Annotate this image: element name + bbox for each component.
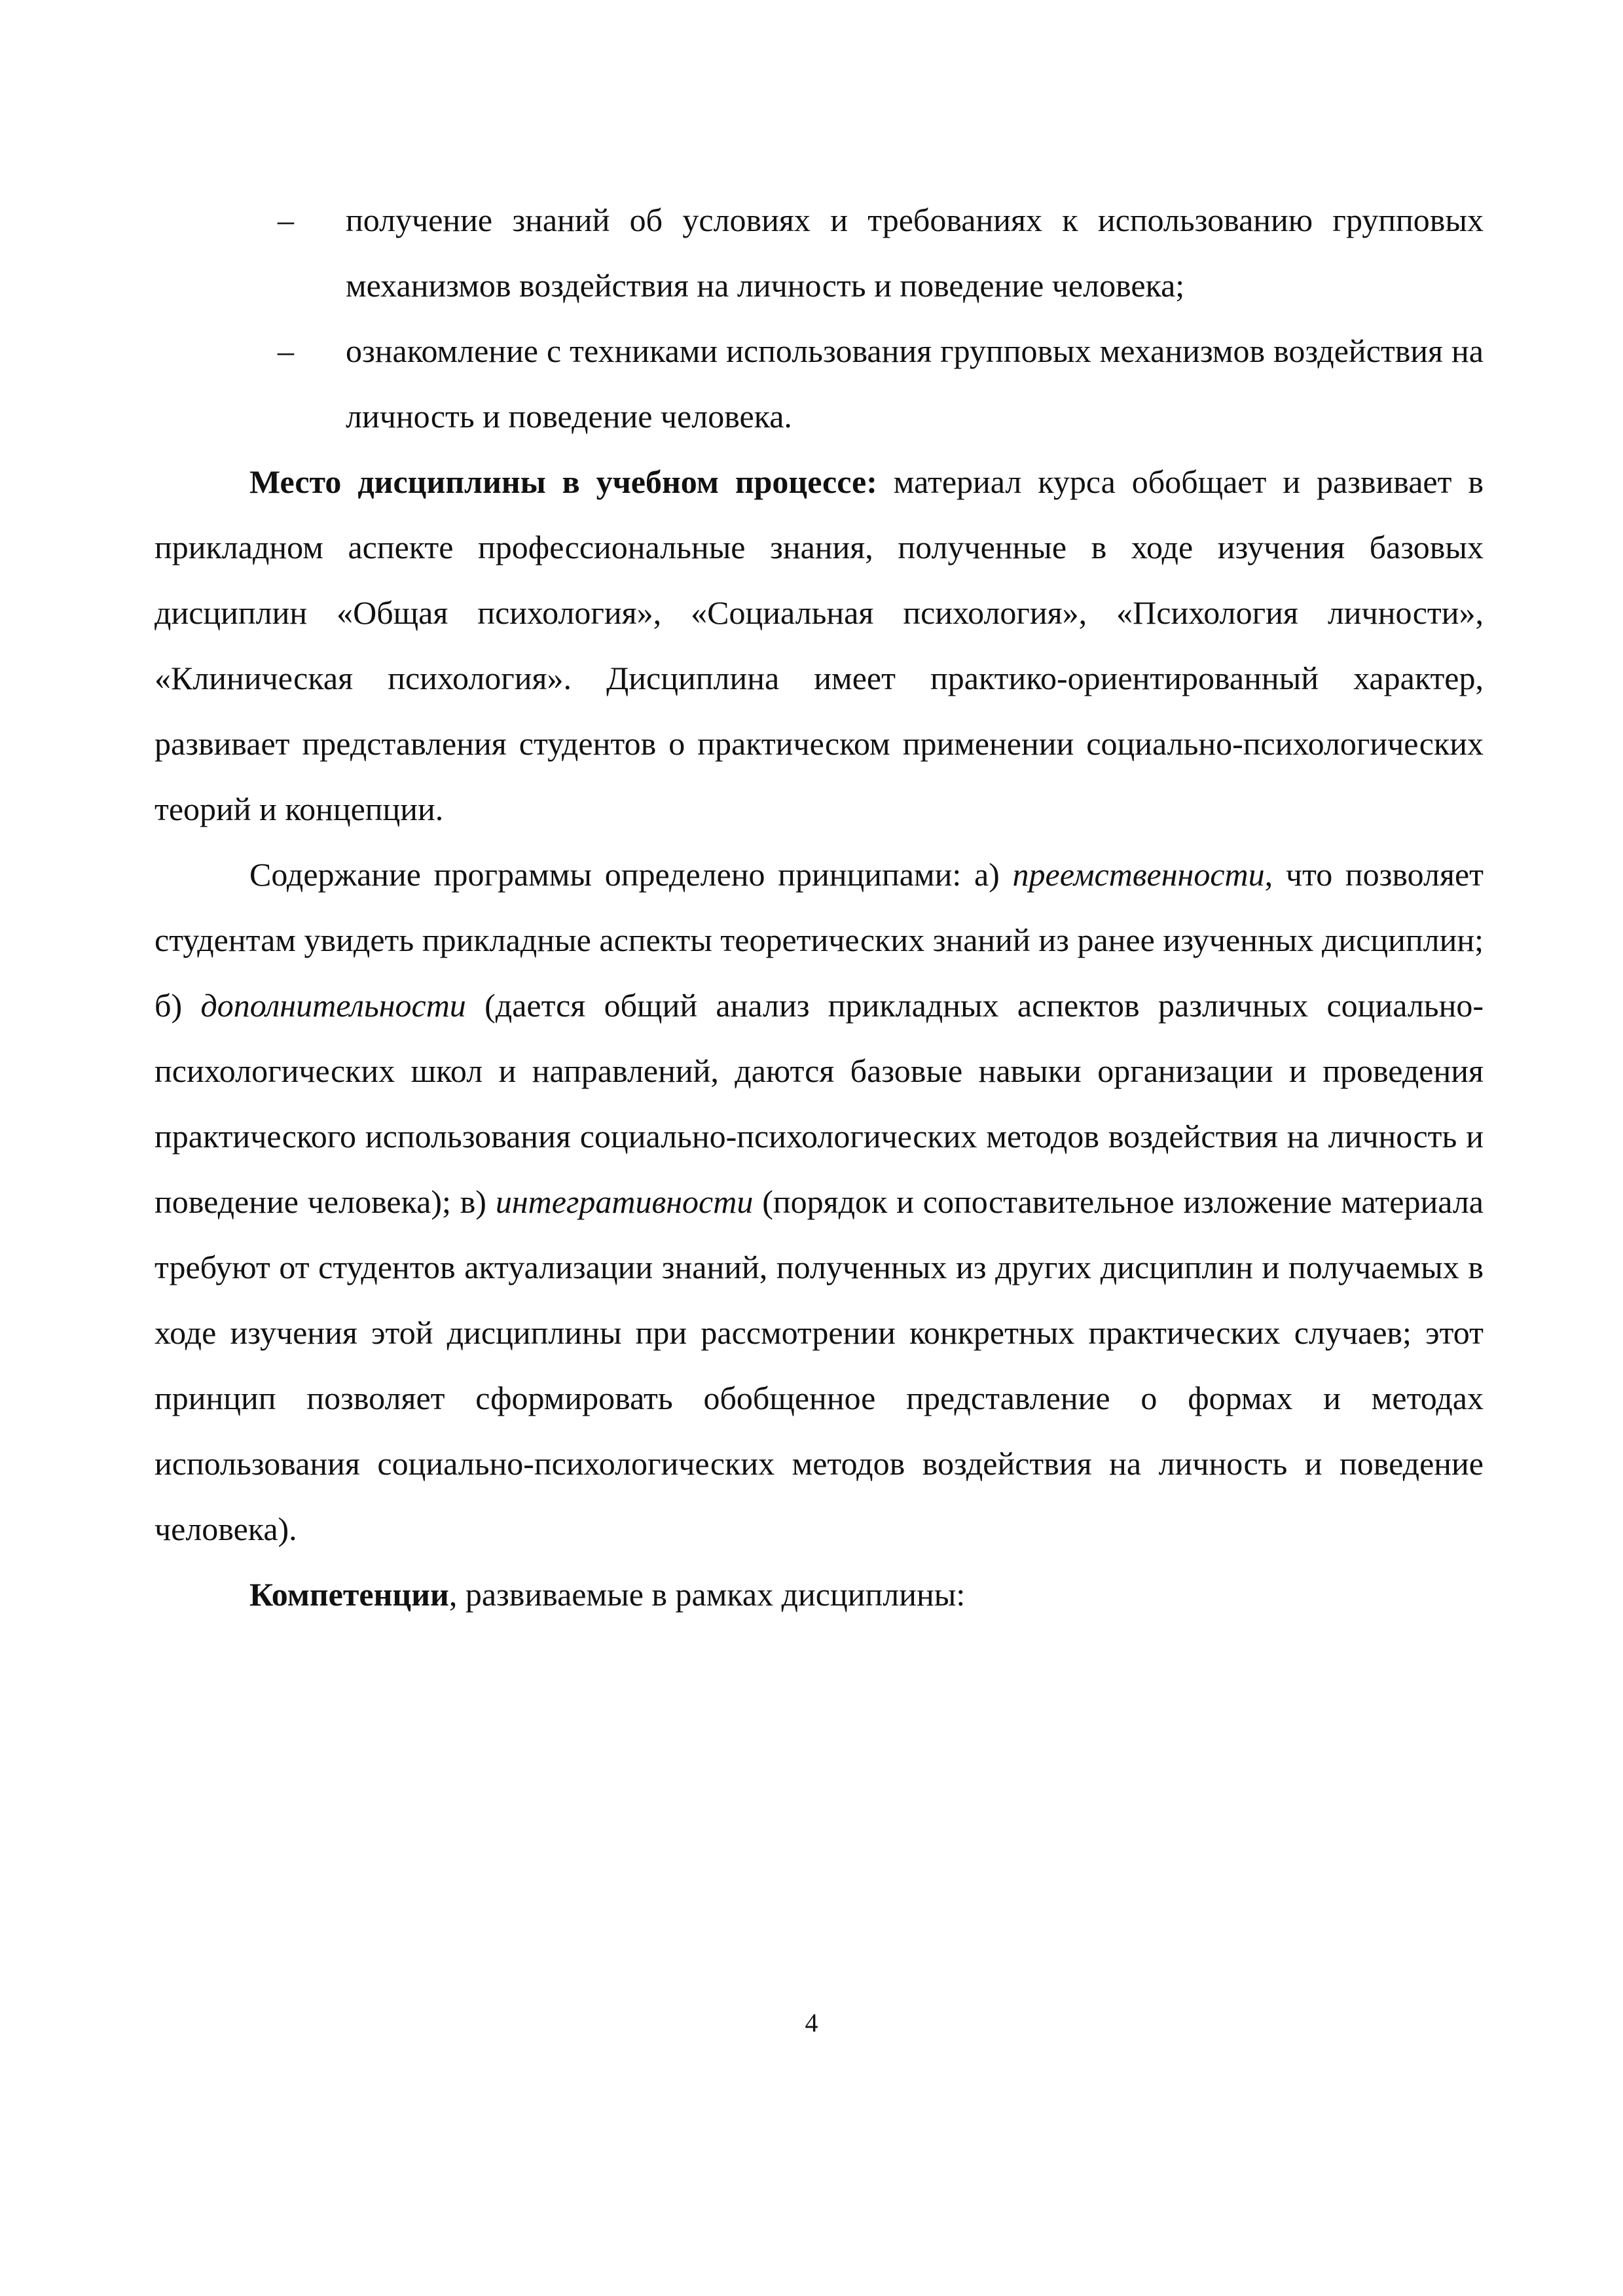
page-number: 4	[805, 2008, 818, 2037]
content-text-1: Содержание программы определено принципами: а)	[249, 856, 1013, 893]
dash-marker: –	[278, 202, 294, 238]
document-page	[155, 187, 1484, 1627]
content-paragraph	[155, 842, 1484, 1562]
list-item-text: получение знаний об условиях и требованиях к использованию групповых механизмов воздействия на личность и поведение человека;	[346, 202, 1484, 304]
competencies-heading: Компетенции	[249, 1576, 449, 1613]
place-text: материал курса обобщает и развивает в прикладном аспекте профессиональные знания, полученные в ходе изучения базовых дисциплин «Общая психология», «Социальная психология», «Психология личности», «Клиническая психология». Дисциплина имеет практико-ориентированный характер, развивает представления студентов о практическом применении социально-психологических теорий и концепции.	[155, 463, 1484, 827]
competencies-paragraph	[155, 1562, 1484, 1627]
term-integrativity: интегративности	[495, 1183, 754, 1220]
goals-list	[155, 187, 1484, 449]
term-complementarity: дополнительности	[200, 987, 466, 1024]
content-text-4: (порядок и сопоставительное изложение материала требуют от студентов актуализации знаний, полученных из других дисциплин и получаемых в ходе изучения этой дисциплины при рассмотрении конкретных практических случаев; этот принцип позволяет сформировать обобщенное представление о формах и методах использования социально-психологических методов воздействия на личность и поведение человека).	[155, 1183, 1484, 1547]
term-continuity: преемственности	[1012, 856, 1265, 893]
list-item	[155, 318, 1484, 449]
dash-marker: –	[278, 332, 294, 369]
competencies-text: , развиваемые в рамках дисциплины:	[448, 1576, 966, 1613]
content-text-2: , что позволяет студентам увидеть прикладные аспекты теоретических знаний из ранее изученных дисциплин; б)	[155, 856, 1484, 1024]
list-item-text: ознакомление с техниками использования групповых механизмов воздействия на личность и поведение человека.	[346, 332, 1484, 435]
list-item	[155, 187, 1484, 318]
place-paragraph	[155, 449, 1484, 842]
place-heading: Место дисциплины в учебном процессе:	[249, 463, 877, 500]
content-text-3: (дается общий анализ прикладных аспектов различных социально-психологических школ и направлений, даются базовые навыки организации и проведения практического использования социально-психологических методов воздействия на личность и поведение человека); в)	[155, 987, 1484, 1220]
